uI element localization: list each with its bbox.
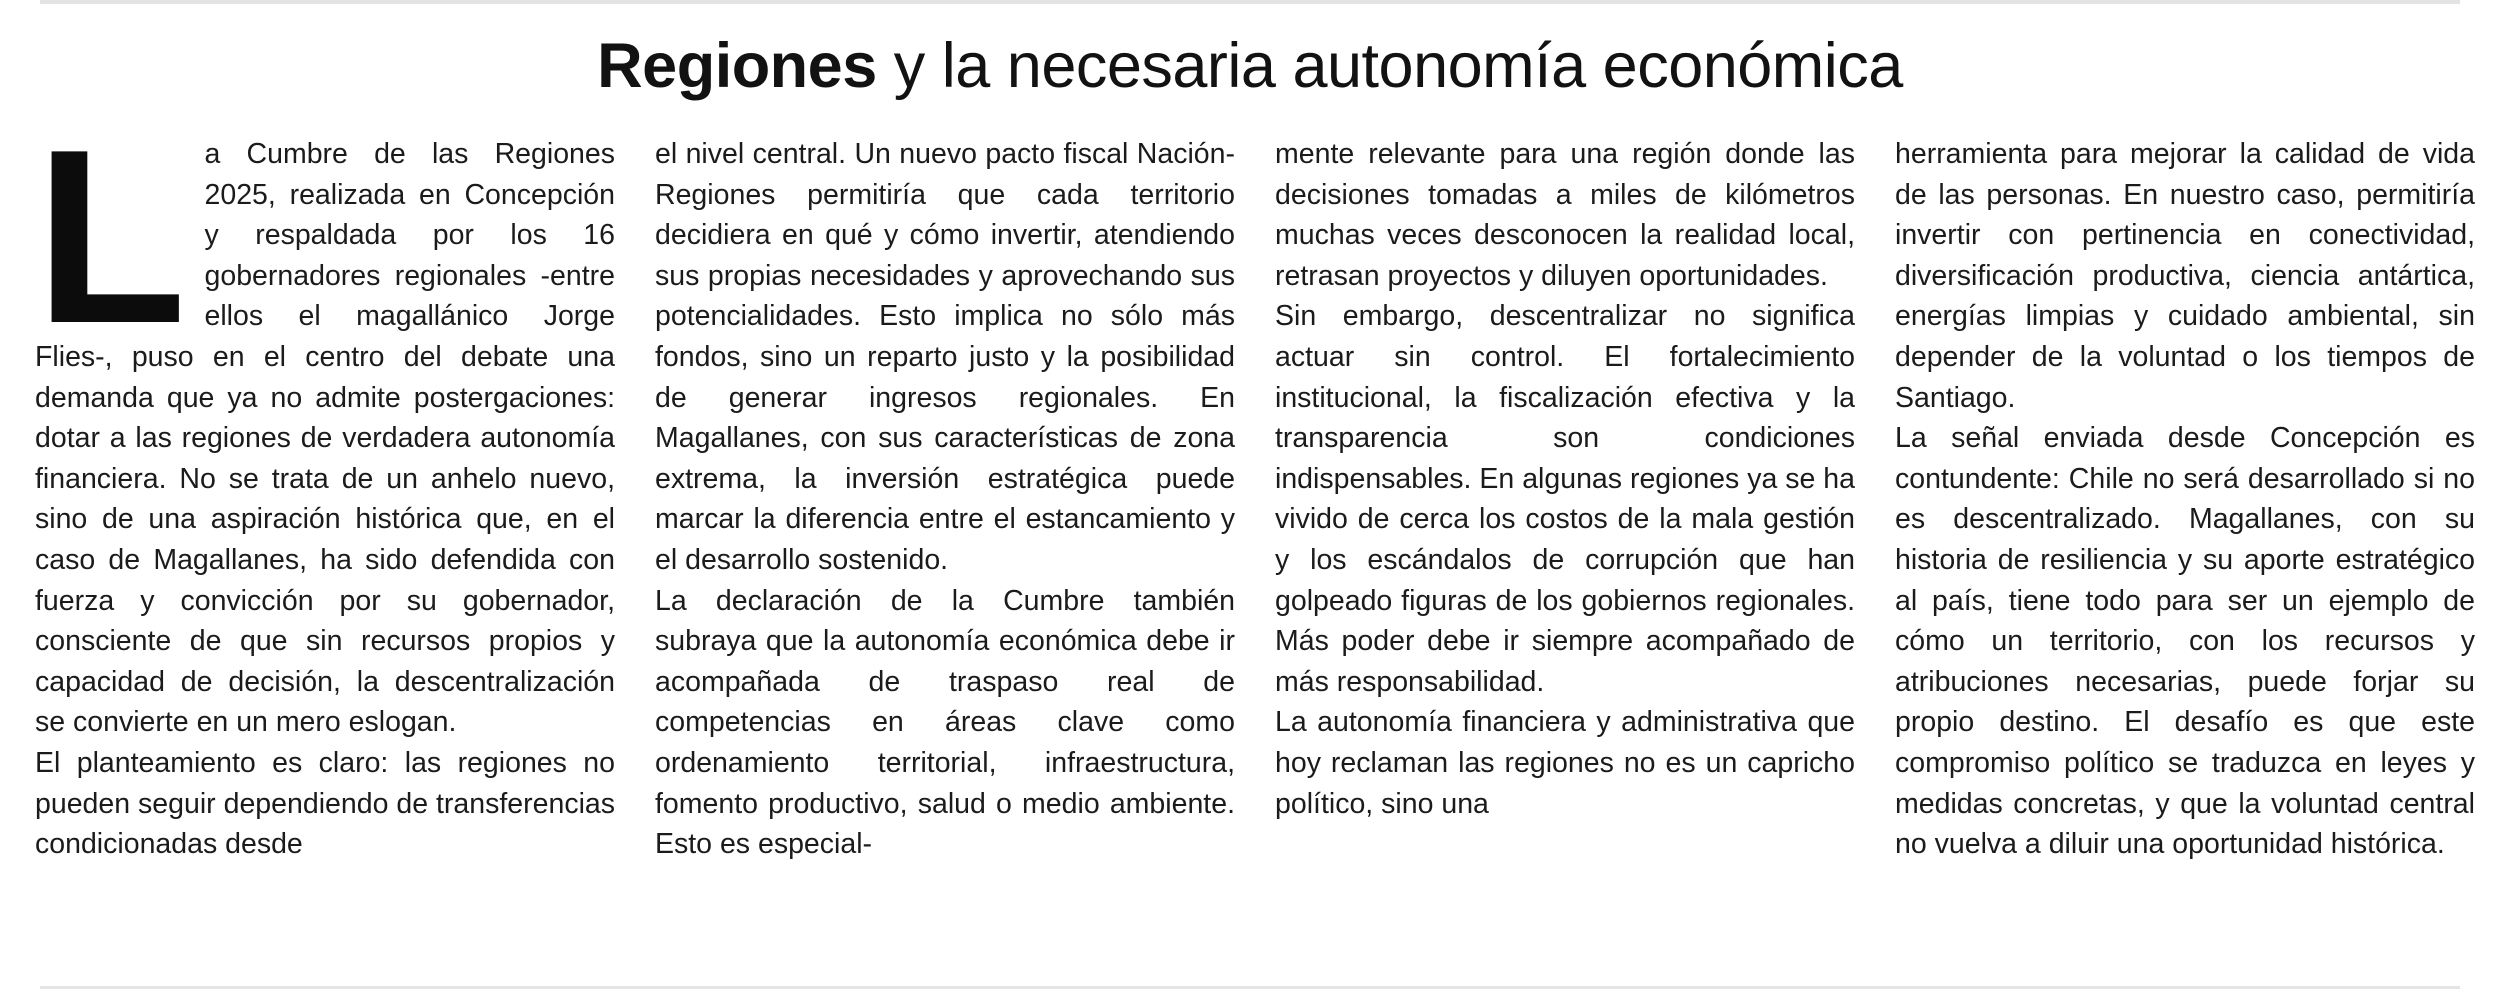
- paragraph: La declaración de la Cumbre también subraya que la autonomía económica debe ir acompañada de traspaso real de competencias en áreas clave como ordenamiento territorial, infraestructura, fomento productivo, salud o medio ambiente. Esto es especial-: [655, 584, 1235, 861]
- headline-bold-word: Regiones: [597, 31, 877, 101]
- paragraph: el nivel central. Un nuevo pacto fiscal Nación-Regiones permitiría que cada territorio decidiera en qué y cómo invertir, atendiendo sus propias necesidades y aprovechando sus potencialidades. Esto implica no sólo más fondos, sino un reparto justo y la posibilidad de generar ingresos regionales. En Magallanes, con sus características de zona extrema, la inversión estratégica puede marcar la diferencia entre el estancamiento y el desarrollo sostenido.: [655, 138, 1235, 576]
- drop-cap: L: [35, 97, 187, 375]
- paragraph-text: a Cumbre de las Regiones 2025, realizada en Concepción y respaldada por los 16 gobernadores regionales -entre ellos el magallánico Jorge Flies-, puso en el centro del debate una demanda que ya no admite postergaciones: dotar a las regiones de verdadera autonomía financiera. No se trata de un anhelo nuevo, sino de una aspiración histórica que, en el caso de Magallanes, ha sido defendida con fuerza y convicción por su gobernador, consciente de que sin recursos propios y capacidad de decisión, la descentralización se convierte en un mero eslogan.: [35, 138, 615, 739]
- column-2: [655, 134, 1235, 979]
- paragraph: La señal enviada desde Concepción es contundente: Chile no será desarrollado si no es descentralizado. Magallanes, con su historia de resiliencia y su aporte estratégico al país, tiene todo para ser un ejemplo de cómo un territorio, con los recursos y atribuciones necesarias, puede forjar su propio destino. El desafío es que este compromiso político se traduzca en leyes y medidas concretas, y que la voluntad central no vuelva a diluir una oportunidad histórica.: [1895, 422, 2475, 861]
- paragraph: herramienta para mejorar la calidad de vida de las personas. En nuestro caso, permitiría invertir con pertinencia en conectividad, diversificación productiva, ciencia antártica, energías limpias y cuidado ambiental, sin depender de la voluntad o los tiempos de Santiago.: [1895, 138, 2475, 414]
- column-4: [1895, 134, 2475, 979]
- article-body: [35, 97, 2475, 979]
- paragraph: El planteamiento es claro: las regiones no pueden seguir dependiendo de transferencias condicionadas desde: [35, 746, 615, 861]
- paragraph: [35, 97, 615, 743]
- bottom-divider: [40, 986, 2460, 989]
- paragraph: La autonomía financiera y administrativa que hoy reclaman las regiones no es un capricho político, sino una: [1275, 706, 1855, 820]
- column-3: [1275, 134, 1855, 979]
- column-1: [35, 97, 615, 979]
- headline: [0, 26, 2500, 106]
- paragraph: mente relevante para una región donde las decisiones tomadas a miles de kilómetros muchas veces desconocen la realidad local, retrasan proyectos y diluyen oportunidades.: [1275, 138, 1855, 292]
- headline-rest: y la necesaria autonomía económica: [876, 31, 1903, 101]
- paragraph: Sin embargo, descentralizar no significa actuar sin control. El fortalecimiento institucional, la fiscalización efectiva y la transparencia son condiciones indispensables. En algunas regiones ya se ha vivido de cerca los costos de la mala gestión y los escándalos de corrupción que han golpeado figuras de los gobiernos regionales. Más poder debe ir siempre acompañado de más responsabilidad.: [1275, 300, 1855, 698]
- top-divider: [40, 0, 2460, 4]
